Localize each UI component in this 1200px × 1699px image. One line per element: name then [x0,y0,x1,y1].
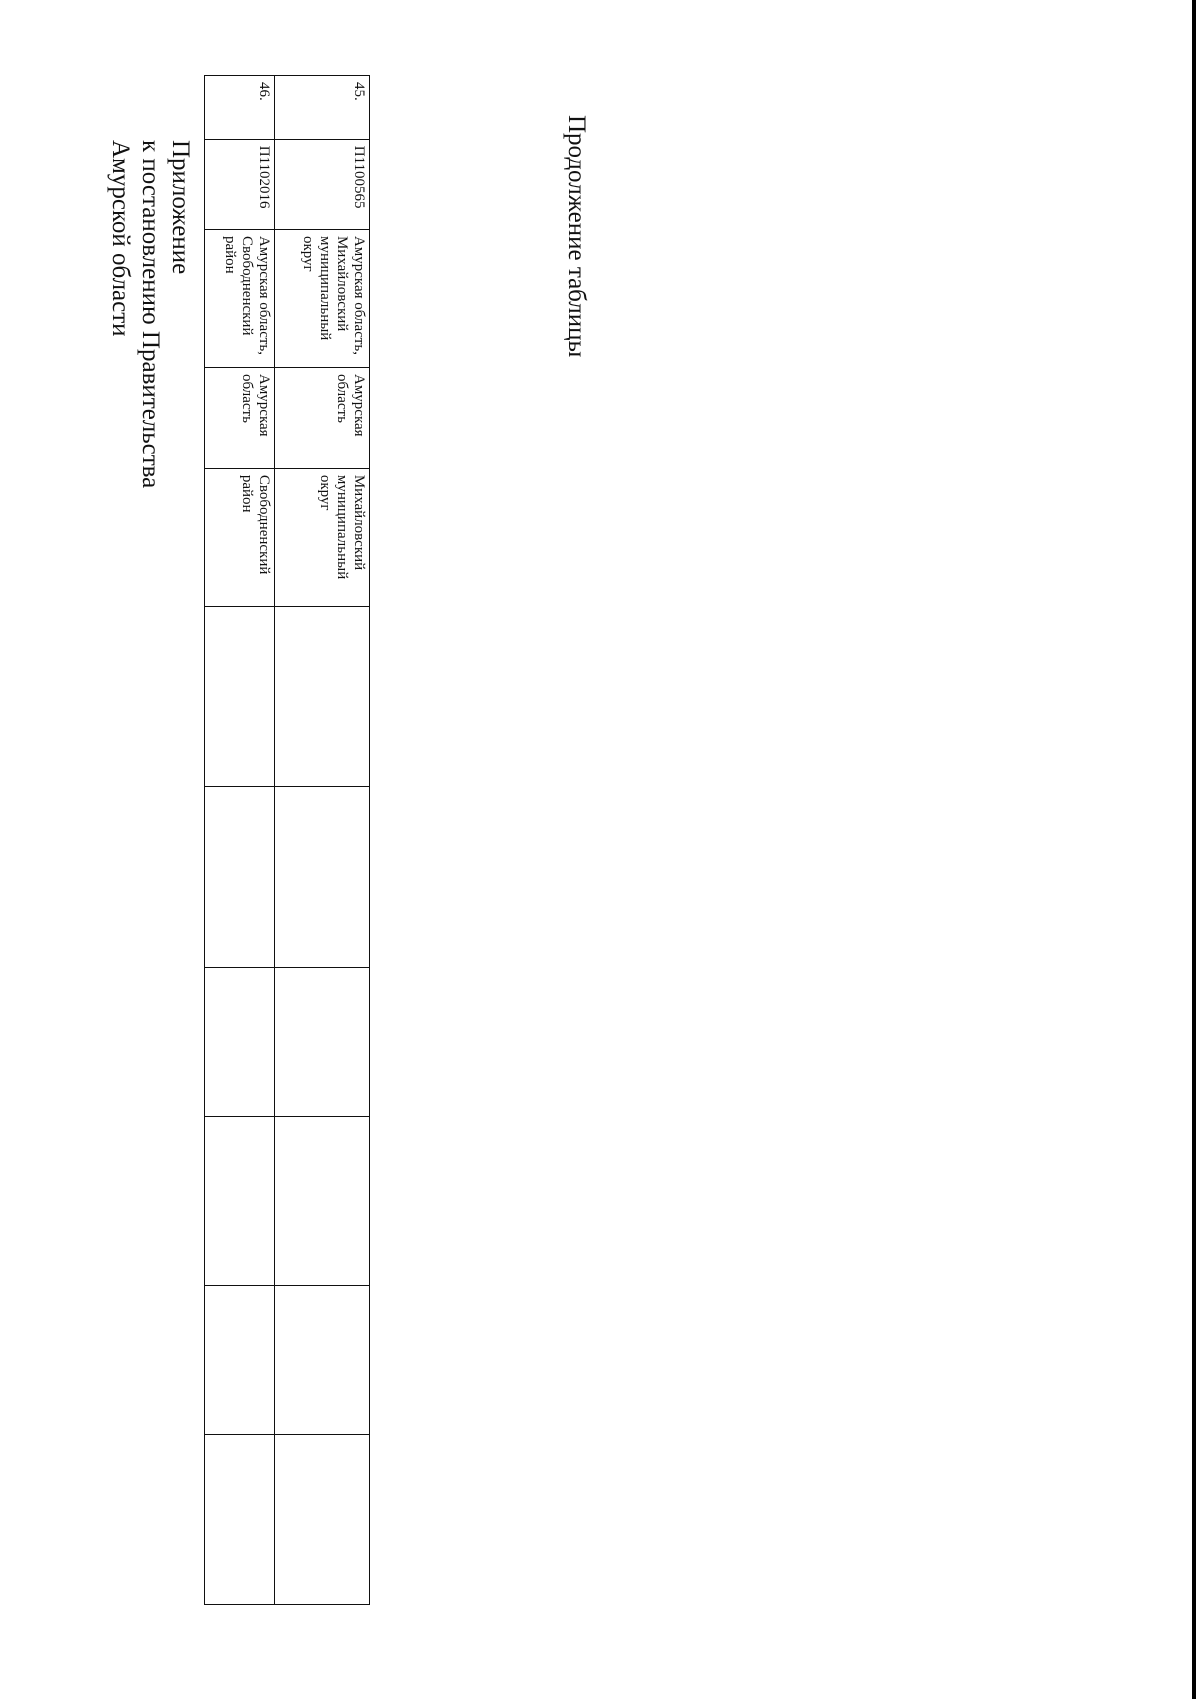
object-code: П1102016 [205,139,275,229]
header-title: Приложение [167,140,194,275]
empty-cell [205,1435,275,1605]
empty-cell [205,1286,275,1435]
appendix-header [105,140,195,660]
empty-cell [205,787,275,968]
object-address: Амурская область, Свободненский район [205,229,275,367]
empty-cell [275,787,370,968]
empty-cell [205,606,275,787]
empty-cell [275,606,370,787]
continuation-label-1: Продолжение таблицы [563,115,590,358]
header-line-2: к постановлению Правительства [137,140,164,489]
object-district: Свободненский район [205,468,275,606]
empty-cell [275,1435,370,1605]
row-number: 45. [275,76,370,140]
object-address: Амурская область, Михайловский муниципальный округ [275,229,370,367]
object-district: Михайловский муниципальный округ [275,468,370,606]
empty-cell [275,1116,370,1286]
header-line-3: Амурской области [107,140,134,337]
empty-cell [205,967,275,1116]
row-number: 46. [205,76,275,140]
table-row [275,76,370,1605]
empty-cell [275,967,370,1116]
empty-cell [275,1286,370,1435]
object-code: П1100565 [275,139,370,229]
table-row [205,76,275,1605]
object-region: Амурская область [275,367,370,468]
empty-cell [205,1116,275,1286]
object-region: Амурская область [205,367,275,468]
table-1 [204,75,370,1605]
